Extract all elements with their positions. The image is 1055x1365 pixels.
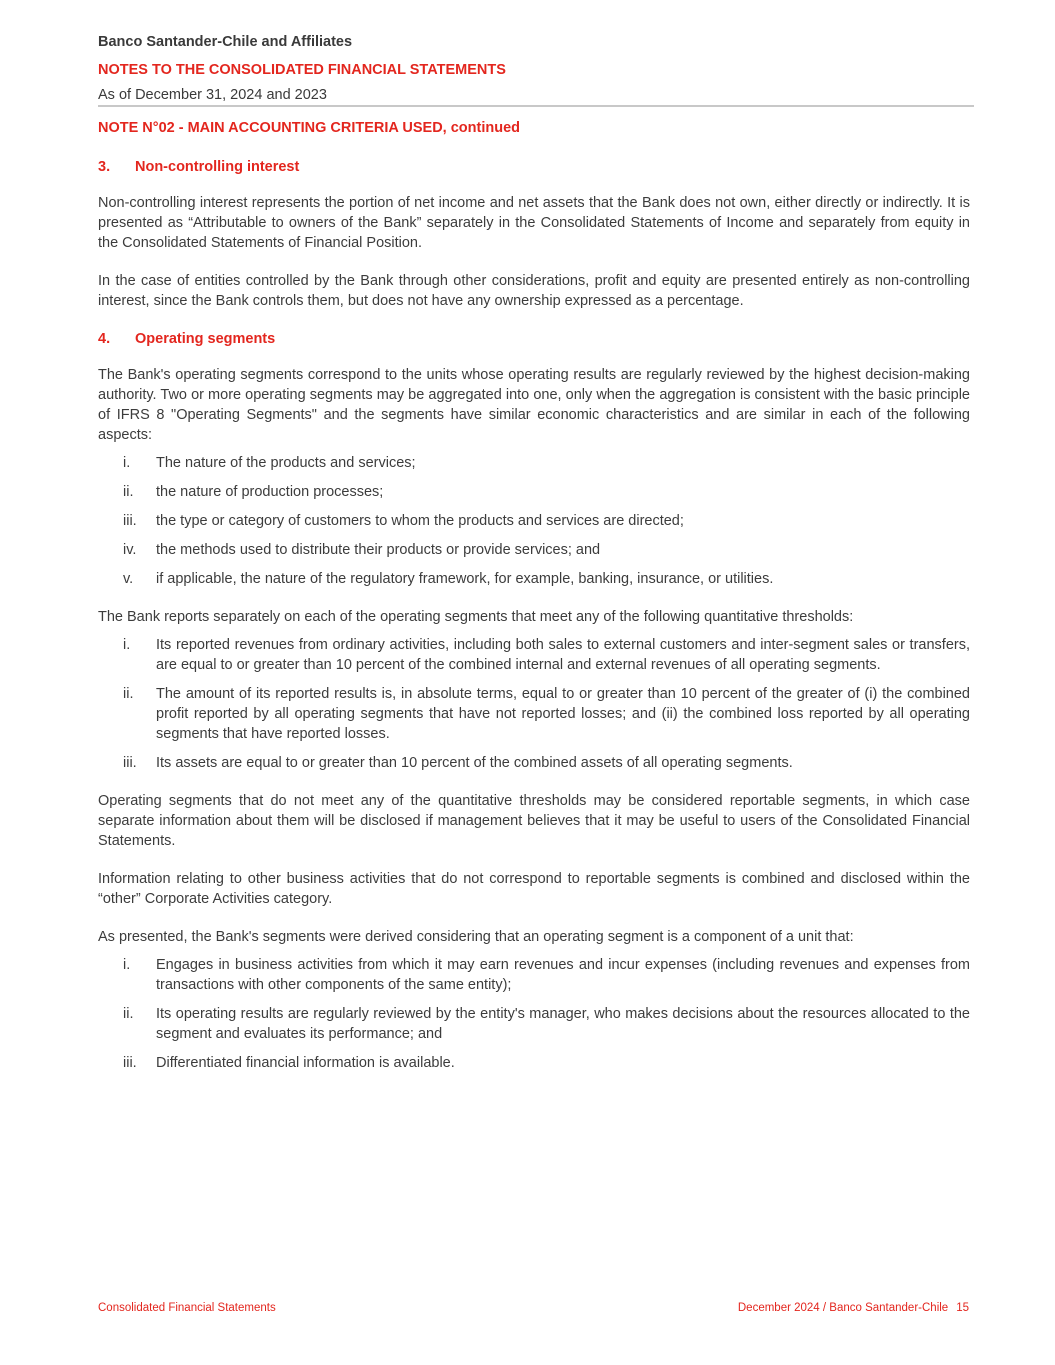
page-number: 15 xyxy=(956,1302,969,1314)
note-title: NOTE N°02 - MAIN ACCOUNTING CRITERIA USED, continued xyxy=(98,120,521,136)
as-of-date: As of December 31, 2024 and 2023 xyxy=(98,87,327,103)
quantitative-thresholds-list xyxy=(98,635,970,773)
list-item: i. Its reported revenues from ordinary activities, including both sales to external customers and inter-segment sales or transfers, are equal to or greater than 10 percent of the combined internal and external revenues of all operating segments. xyxy=(123,637,970,673)
paragraph: Non-controlling interest represents the portion of net income and net assets that the Bank does not own, either directly or indirectly. It is presented as “Attributable to owners of the Bank” separately in the Consolidated Statements of Income and separately from equity in the Consolidated Statements of Financial Position. xyxy=(98,195,970,251)
segment-component-list xyxy=(98,955,970,1073)
footer-right xyxy=(738,1302,969,1314)
paragraph: In the case of entities controlled by the Bank through other considerations, profit and equity are presented entirely as non-controlling interest, since the Bank controls them, but does not have any ownership expressed as a percentage. xyxy=(98,273,970,309)
list-item: ii. Its operating results are regularly reviewed by the entity's manager, who makes decisions about the resources allocated to the segment and evaluates its performance; and xyxy=(123,1006,970,1042)
footer-document-name: Consolidated Financial Statements xyxy=(98,1302,276,1314)
section-4-heading xyxy=(98,329,970,349)
paragraph: The Bank reports separately on each of the operating segments that meet any of the following quantitative thresholds: xyxy=(98,609,854,625)
list-item: ii. The amount of its reported results is, in absolute terms, equal to or greater than 10 percent of the greater of (i) the combined profit reported by all operating segments that have not reported losses; and (ii) the combined loss reported by all operating segments that have reported losses. xyxy=(123,686,970,742)
note-content xyxy=(98,157,970,1091)
list-item: iii. Differentiated financial information is available. xyxy=(123,1055,455,1071)
paragraph: As presented, the Bank's segments were derived considering that an operating segment is a component of a unit that: xyxy=(98,929,854,945)
footer-period: December 2024 / Banco Santander-Chile xyxy=(737,1302,949,1314)
list-item: iii. the type or category of customers to whom the products and services are directed; xyxy=(123,513,684,529)
aggregation-aspects-list xyxy=(98,453,970,589)
list-item: iii. Its assets are equal to or greater than 10 percent of the combined assets of all operating segments. xyxy=(123,755,793,771)
list-item: i. Engages in business activities from which it may earn revenues and incur expenses (including revenues and expenses from transactions with other components of the same entity); xyxy=(123,957,970,993)
paragraph: Operating segments that do not meet any of the quantitative thresholds may be considered reportable segments, in which case separate information about them will be disclosed if management believes that it may be useful to users of the Consolidated Financial Statements. xyxy=(98,793,970,849)
section-title: Non-controlling interest xyxy=(135,159,300,175)
header-divider xyxy=(98,105,974,107)
company-name: Banco Santander-Chile and Affiliates xyxy=(98,34,353,50)
paragraph: Information relating to other business activities that do not correspond to reportable segments is combined and disclosed within the “other” Corporate Activities category. xyxy=(98,871,970,907)
paragraph: The Bank's operating segments correspond to the units whose operating results are regularly reviewed by the highest decision-making authority. Two or more operating segments may be aggregated into one, only when the aggregation is consistent with the basic principle of IFRS 8 "Operating Segments" and the segments have similar economic characteristics and are similar in each of the following aspects: xyxy=(98,367,970,443)
section-number: 4. xyxy=(98,331,111,347)
list-item: i. The nature of the products and services; xyxy=(123,455,416,471)
section-3-heading xyxy=(98,157,970,177)
section-title: Operating segments xyxy=(135,331,276,347)
list-item: v. if applicable, the nature of the regulatory framework, for example, banking, insurance, or utilities. xyxy=(123,571,774,587)
section-number: 3. xyxy=(98,159,111,175)
document-title: NOTES TO THE CONSOLIDATED FINANCIAL STATEMENTS xyxy=(98,62,506,78)
list-item: ii. the nature of production processes; xyxy=(123,484,384,500)
list-item: iv. the methods used to distribute their products or provide services; and xyxy=(123,542,601,558)
